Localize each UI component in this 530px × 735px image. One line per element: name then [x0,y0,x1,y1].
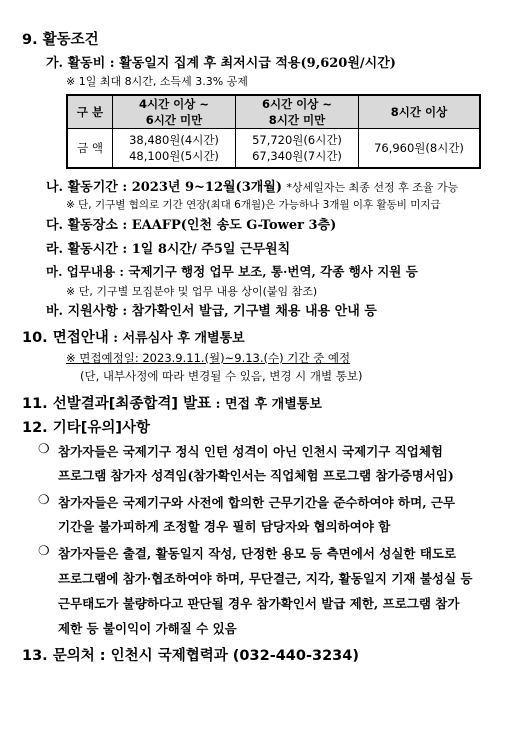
activity-period-small-note: *상세일자는 최종 선정 후 조율 가능 [286,181,459,194]
activity-period-text: 나. 활동기간 : 2023년 9~12월(3개월) [46,180,283,195]
bullet-2-icon: ❍ [38,493,50,508]
interview-change-note: (단, 내부사정에 따라 변경될 수 있음, 변경 시 개별 통보) [80,369,363,383]
header-4to6-line2: 6시간 미만 [145,113,203,127]
activity-pay-line: 가. 활동비 : 활동일지 집계 후 최저시급 적용(9,620원/시간) [46,56,396,71]
section-12-title: 12. 기타[유의]사항 [22,420,151,436]
pay-table-header-row [67,95,480,129]
activity-pay-note: ※ 1일 최대 8시간, 소득세 3.3% 공제 [66,75,248,88]
note-3-line-3: 근무태도가 불량하다고 판단될 경우 참가확인서 발급 제한, 프로그램 참가 [58,596,460,611]
amount-4h: 38,480원(4시간) [129,133,219,147]
note-3-line-4: 제한 등 불이익이 가해질 수 있음 [58,621,237,636]
work-content-note: ※ 단, 기구별 모집분야 및 업무 내용 상이(붙임 참조) [66,285,318,298]
pay-table-amount-label: 금 액 [67,129,113,169]
support-line: 바. 지원사항 : 참가확인서 발급, 기구별 채용 내용 안내 등 [46,304,377,319]
amount-6h: 57,720원(6시간) [252,133,342,147]
activity-period-line [46,176,458,195]
amount-5h: 48,100원(5시간) [129,149,219,163]
note-2-line-1: 참가자들은 국제기구와 사전에 합의한 근무기간을 준수하여야 하며, 근무 [58,495,456,510]
header-4to6-line1: 4시간 이상 ~ [138,97,210,111]
pay-table-amount-row [67,129,480,169]
section-11-detail: : 면접 후 개별통보 [211,397,322,412]
note-3-line-1: 참가자들은 출결, 활동일지 작성, 단정한 용모 등 측면에서 성실한 태도로 [58,546,457,561]
section-10-heading: 10. 면접안내 [22,330,109,346]
activity-time-line: 라. 활동시간 : 1일 8시간/ 주5일 근무원칙 [46,242,291,257]
interview-date-note: ※ 면접예정일: 2023.9.11.(월)~9.13.(수) 기간 중 예정 [66,351,351,365]
section-10-title [22,326,245,347]
activity-place-line: 다. 활동장소 : EAAFP(인천 송도 G-Tower 3층) [46,218,337,233]
activity-period-note: ※ 단, 기구별 협의로 기간 연장(최대 6개월)은 가능하나 3개월 이후 활동비 미지급 [66,199,441,211]
section-13-title: 13. 문의처 : 인천시 국제협력과 (032-440-3234) [22,648,359,664]
note-2-line-2: 기간을 불가피하게 조정할 경우 필히 담당자와 협의하여야 함 [58,519,391,534]
note-1-line-1: 참가자들은 국제기구 정식 인턴 성격이 아닌 인천시 국제기구 직업체험 [58,444,443,459]
section-11-title [22,392,322,413]
header-6to8-line1: 6시간 이상 ~ [261,97,333,111]
section-10-detail: : 서류심사 후 개별통보 [108,331,245,346]
pay-table-header-4to6 [113,95,236,129]
pay-table-amount-8plus: 76,960원(8시간) [359,129,481,169]
bullet-3-icon: ❍ [38,544,50,559]
pay-table-amount-6to8 [236,129,359,169]
work-content-line: 마. 업무내용 : 국제기구 행정 업무 보조, 통·번역, 각종 행사 지원 등 [46,264,418,279]
header-6to8-line2: 8시간 미만 [268,113,326,127]
pay-table-header-category: 구 분 [67,95,113,129]
pay-table-header-6to8 [236,95,359,129]
amount-7h: 67,340원(7시간) [252,149,342,163]
section-11-heading: 11. 선발결과[최종합격] 발표 [22,396,212,412]
pay-table-amount-4to6 [113,129,236,169]
note-3-line-2: 프로그램에 참가·협조하여야 하며, 무단결근, 지각, 활동일지 기재 불성실 등 [58,571,473,586]
pay-table [66,94,481,169]
section-9-title: 9. 활동조건 [22,32,99,48]
note-1-line-2: 프로그램 참가자 성격임(참가확인서는 직업체험 프로그램 참가증명서임) [58,468,454,483]
pay-table-header-8plus: 8시간 이상 [359,95,481,129]
bullet-1-icon: ❍ [38,442,50,457]
